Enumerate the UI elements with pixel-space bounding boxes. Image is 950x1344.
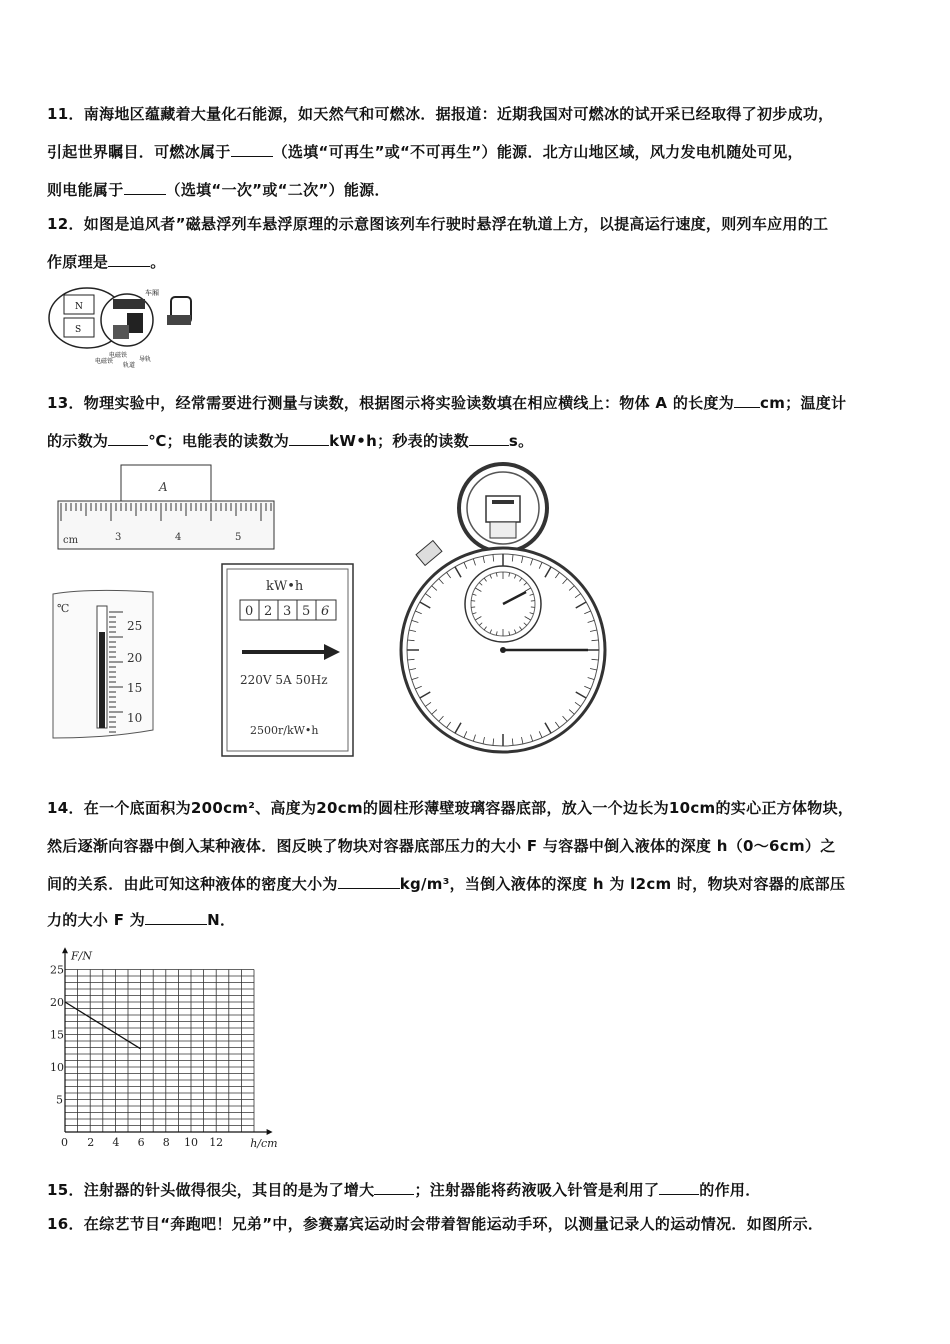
q13-text: cm；温度计 (760, 394, 847, 412)
chart-x-tick-label: 8 (162, 1136, 170, 1149)
answer-blank[interactable] (145, 923, 207, 925)
chart-x-tick-label: 12 (209, 1136, 224, 1149)
chart-x-axis-label: h/cm (250, 1137, 278, 1150)
magnet-n-label: N (75, 302, 83, 312)
meter-digit: 0 (245, 604, 254, 619)
q13-text: kW•h；秒表的读数 (329, 432, 469, 450)
q13-line2 (47, 430, 533, 451)
stopwatch-diagram (398, 460, 608, 758)
meter-rating: 220V 5A 50Hz (240, 673, 328, 687)
thermometer-tick-label: 20 (127, 651, 143, 665)
thermometer-diagram (49, 588, 159, 748)
meter-digit: 2 (264, 604, 273, 619)
answer-blank[interactable] (469, 444, 509, 446)
car-label: 车厢 (145, 289, 159, 297)
q11-line2 (47, 141, 803, 162)
q13-text: 的示数为 (47, 432, 109, 450)
mercury-column (99, 632, 105, 728)
answer-blank[interactable] (231, 155, 273, 157)
thermometer-tick-label: 15 (127, 681, 143, 695)
thermometer-tick-label: 10 (127, 711, 143, 725)
thermometer-tick-label: 25 (127, 619, 143, 633)
q13-text: s。 (508, 432, 534, 450)
q14-text: N． (207, 911, 236, 929)
q14-text: 力的大小 F 为 (47, 911, 146, 929)
electric-meter-diagram (220, 562, 355, 758)
electromagnet-label: 电磁铁 (109, 352, 128, 359)
answer-blank[interactable] (659, 1193, 699, 1195)
q15-text: 的作用． (699, 1181, 761, 1199)
q11-text: （选填“可再生”或“不可再生”）能源．北方山地区域，风力发电机随处可见， (272, 143, 803, 161)
answer-blank[interactable] (374, 1193, 414, 1195)
q12-text: 作原理是 (47, 253, 109, 271)
q15-text: 15．注射器的针头做得很尖，其目的是为了增大 (47, 1181, 375, 1199)
chart-y-axis-label: F/N (71, 949, 92, 963)
answer-blank[interactable] (108, 444, 148, 446)
track-label: 轨道 (123, 362, 136, 369)
chart-x-tick-label: 0 (61, 1136, 68, 1149)
ruler-tick-label: 3 (115, 532, 122, 543)
q11-line3 (47, 179, 390, 200)
meter-digit-box (240, 600, 336, 620)
q11-text: 则电能属于 (47, 181, 124, 199)
answer-blank[interactable] (338, 887, 400, 889)
answer-blank[interactable] (124, 193, 166, 195)
ruler-tick-label: 5 (235, 532, 242, 543)
answer-blank[interactable] (289, 444, 329, 446)
meter-digit: 3 (283, 604, 292, 619)
maglev-diagram (47, 285, 202, 375)
object-a-label: A (159, 480, 168, 494)
chart-y-tick-label: 25 (50, 963, 64, 977)
q14-text: 间的关系．由此可知这种液体的密度大小为 (47, 875, 338, 893)
chart-x-tick-label: 10 (184, 1136, 198, 1149)
q14-line1: 14．在一个底面积为200cm²、高度为20cm的圆柱形薄壁玻璃容器底部，放入一个边长为10cm的实心正方体物块， (47, 799, 854, 817)
q15-line1 (47, 1179, 761, 1200)
q13-line1 (47, 392, 846, 413)
q13-text: 13．物理实验中，经常需要进行测量与读数，根据图示将实验读数填在相应横线上：物体 A 的长度为 (47, 394, 735, 412)
q11-text: 引起世界瞩目．可燃冰属于 (47, 143, 231, 161)
chart-y-tick-label: 5 (56, 1093, 63, 1107)
q16-line1: 16．在综艺节目“奔跑吧！兄弟”中，参赛嘉宾运动时会带着智能运动手环，以测量记录人的运动情况．如图所示． (47, 1215, 824, 1233)
q14-line2: 然后逐渐向容器中倒入某种液体．图反映了物块对容器底部压力的大小 F 与容器中倒入液体的深度 h（0～6cm）之 (47, 837, 836, 855)
chart-x-tick-label: 6 (137, 1136, 145, 1149)
chart-x-tick-label: 2 (87, 1136, 95, 1149)
ruler-diagram (55, 463, 277, 553)
answer-blank[interactable] (108, 265, 150, 267)
force-depth-chart (40, 942, 280, 1152)
meter-digit: 6 (321, 604, 330, 619)
meter-constant: 2500r/kW•h (250, 724, 319, 737)
chart-x-tick-label: 4 (112, 1136, 120, 1149)
chart-x-arrow-icon (267, 1129, 273, 1135)
reset-button-icon (416, 541, 442, 566)
answer-blank[interactable] (734, 406, 760, 408)
chart-y-arrow-icon (62, 947, 68, 953)
chart-y-tick-label: 10 (50, 1061, 64, 1074)
q13-text: ℃；电能表的读数为 (148, 432, 290, 450)
q14-text: kg/m³，当倒入液体的深度 h 为 l2cm 时，物块对容器的底部压 (399, 875, 846, 893)
electromagnet-label: 电磁铁 (95, 358, 114, 365)
q12-line1: 12．如图是追风者”磁悬浮列车悬浮原理的示意图该列车行驶时悬浮在轨道上方，以提高运行速度，则列车应用的工 (47, 215, 829, 233)
meter-unit: kW•h (266, 579, 304, 594)
q14-line4 (47, 909, 235, 930)
magnet-s-label: S (75, 325, 82, 335)
q12-text: 。 (150, 253, 166, 271)
q11-text: （选填“一次”或“二次”）能源． (165, 181, 390, 199)
ruler-tick-label: 4 (175, 532, 182, 543)
chart-y-tick-label: 15 (50, 1028, 64, 1042)
chart-y-tick-label: 20 (50, 996, 64, 1009)
q14-line3 (47, 873, 845, 894)
q11-line1: 11．南海地区蕴藏着大量化石能源，如天然气和可燃冰．据报道：近期我国对可燃冰的试开采已经取得了初步成功， (47, 105, 834, 123)
ruler-unit: cm (63, 535, 79, 546)
meter-digit: 5 (302, 604, 311, 619)
q12-line2 (47, 251, 166, 272)
guide-rail-label: 导轨 (139, 356, 152, 363)
q15-text: ；注射器能将药液吸入针管是利用了 (414, 1181, 660, 1199)
thermometer-unit: ℃ (57, 602, 70, 615)
